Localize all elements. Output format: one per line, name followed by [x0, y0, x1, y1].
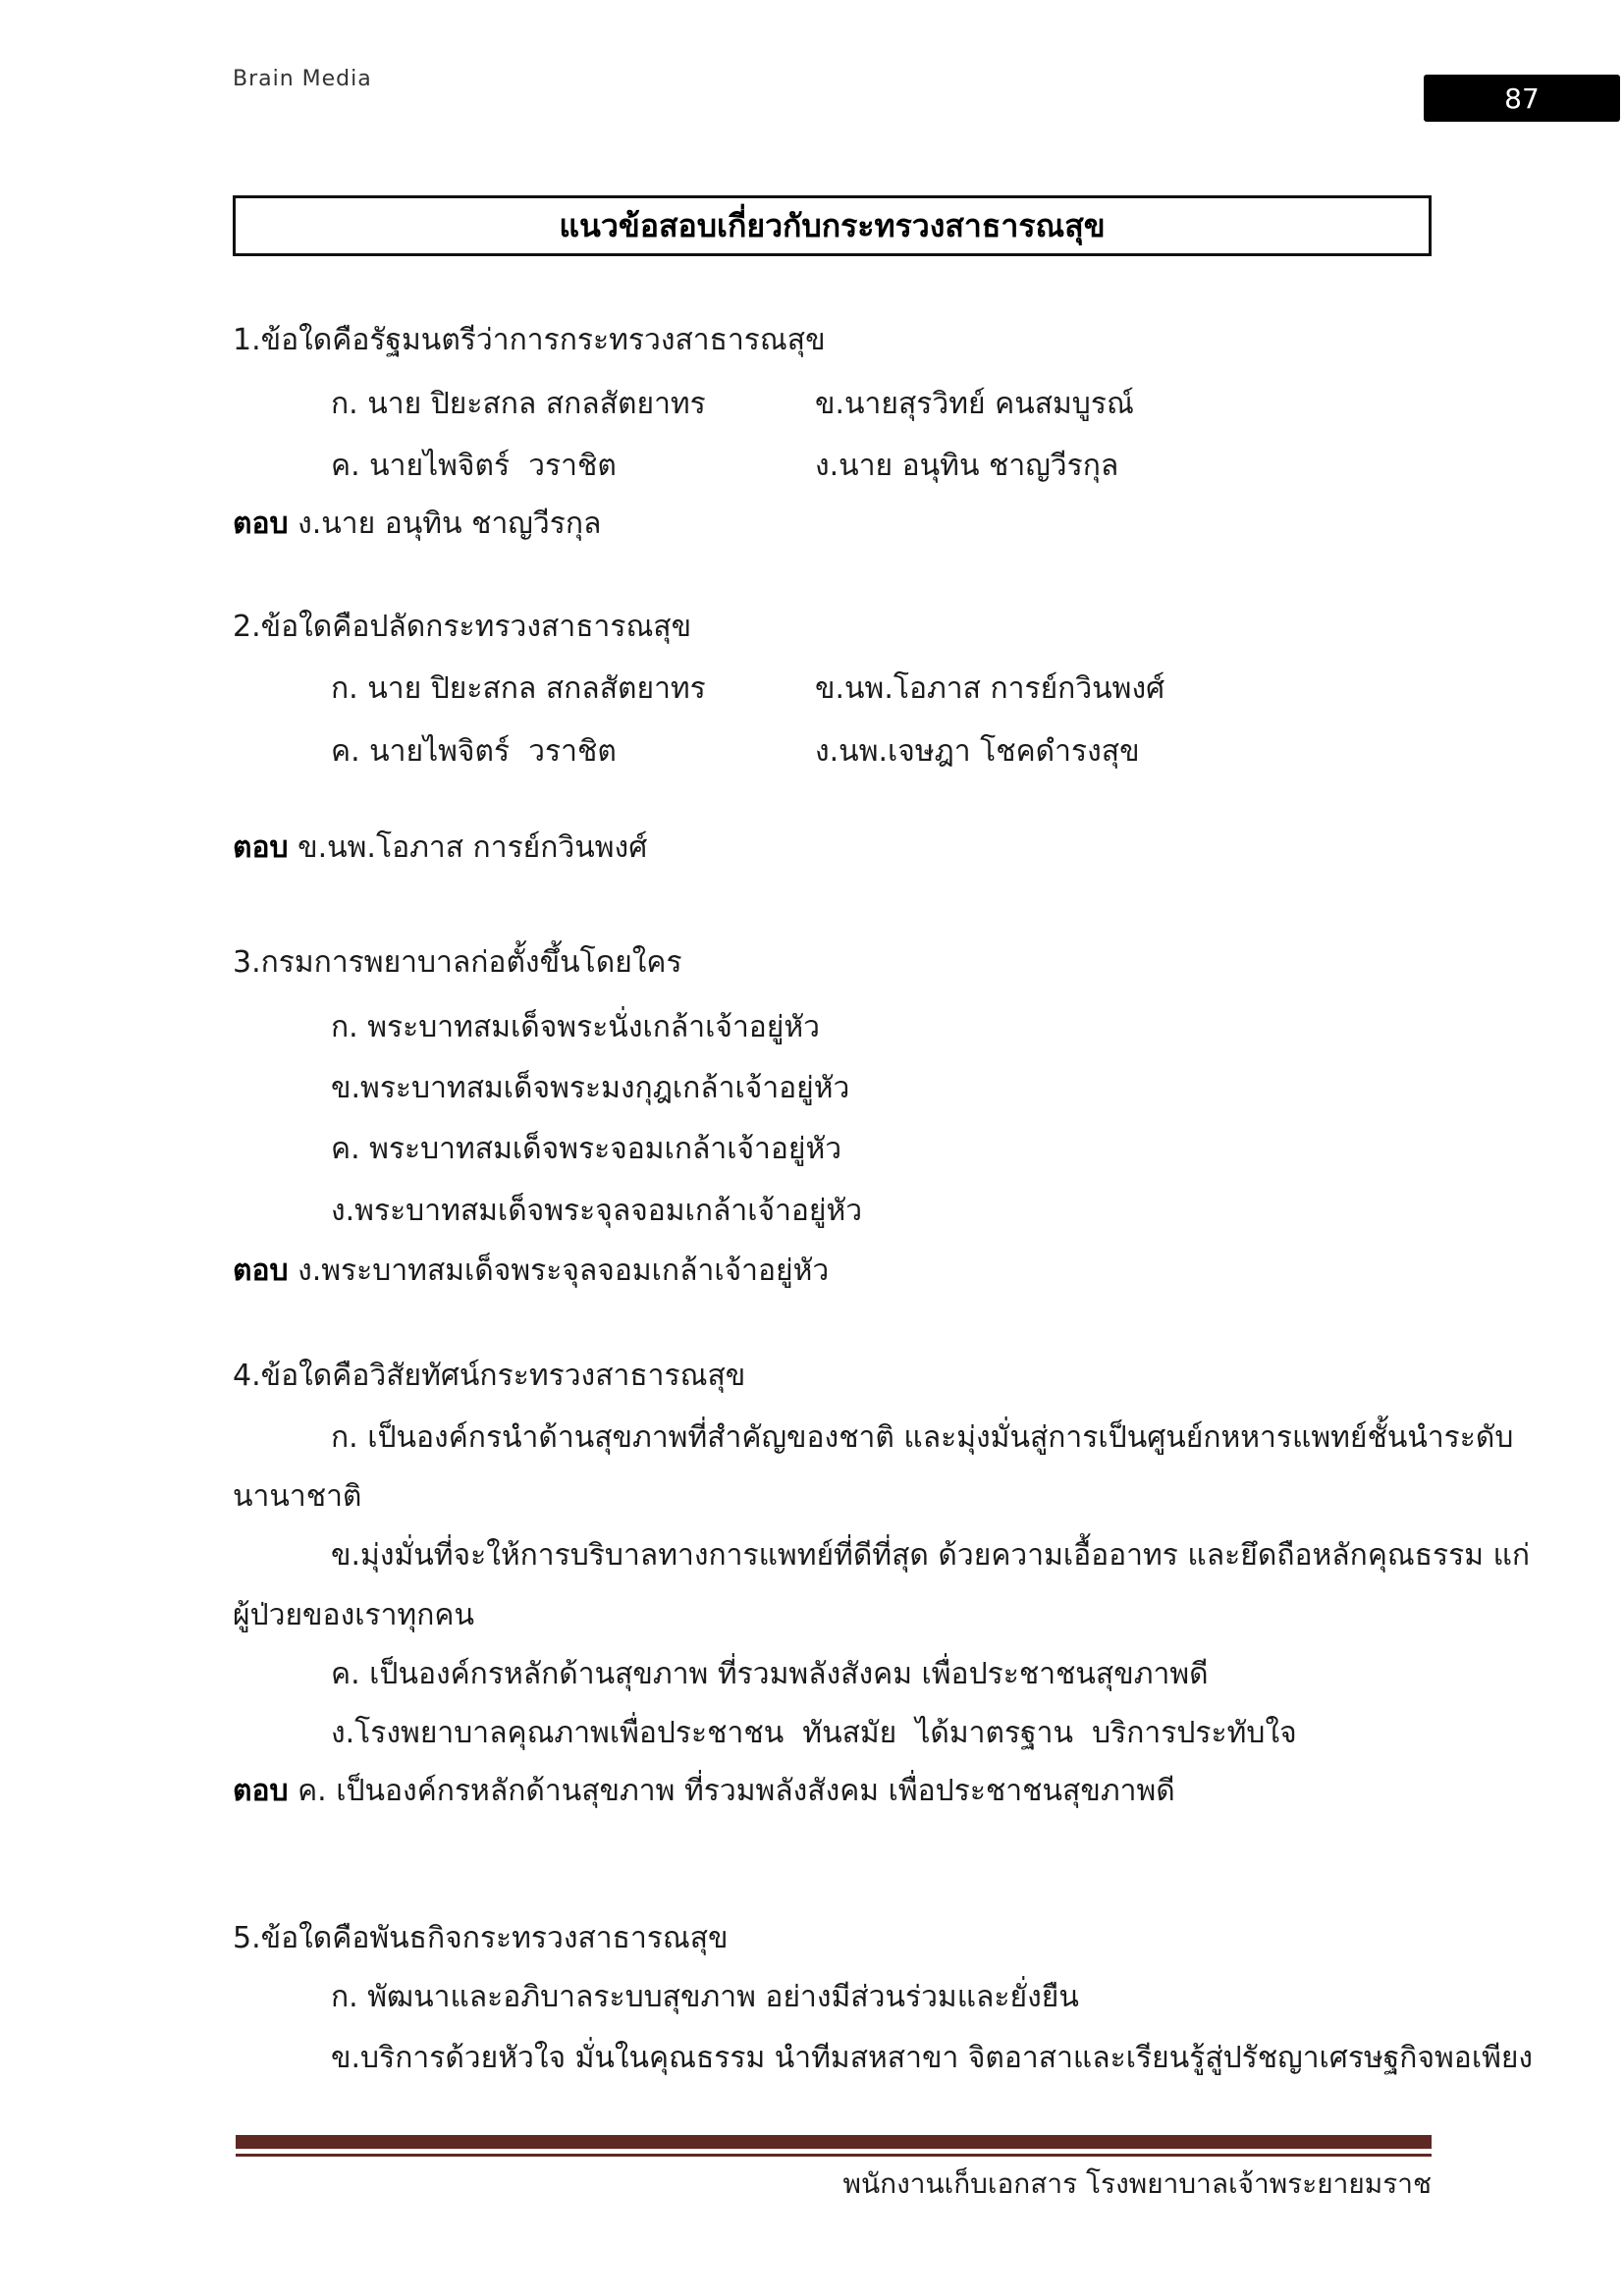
footer-rule-thin	[236, 2154, 1432, 2157]
question-2-option-b: ข.นพ.โอภาส การย์กวินพงศ์	[815, 671, 1165, 706]
answer-label: ตอบ	[233, 507, 289, 541]
question-5-text: 5.ข้อใดคือพันธกิจกระทรวงสาธารณสุข	[233, 1921, 729, 1955]
answer-label: ตอบ	[233, 1254, 289, 1288]
question-4-option-b-line2: ผู้ป่วยของเราทุกคน	[233, 1598, 474, 1632]
page-number-box	[1424, 75, 1620, 122]
question-5-option-b: ข.บริการด้วยหัวใจ มั่นในคุณธรรม นำทีมสหสาขา จิตอาสาและเรียนรู้สู่ปรัชญาเศรษฐกิจพอเพียง	[331, 2041, 1534, 2075]
question-1-answer: ง.นาย อนุทิน ชาญวีรกุล	[298, 507, 602, 541]
question-1-option-a: ก. นาย ปิยะสกล สกลสัตยาทร	[331, 387, 706, 421]
spacer	[289, 1774, 298, 1808]
question-2-option-d: ง.นพ.เจษฎา โชคดำรงสุข	[815, 734, 1140, 769]
question-1-option-d: ง.นาย อนุทิน ชาญวีรกุล	[815, 449, 1119, 483]
spacer	[289, 830, 298, 865]
answer-label: ตอบ	[233, 830, 289, 865]
spacer	[289, 1254, 298, 1288]
question-4-option-d: ง.โรงพยาบาลคุณภาพเพื่อประชาชน ทันสมัย ได้มาตรฐาน บริการประทับใจ	[331, 1716, 1297, 1750]
footer-rule-thick	[236, 2135, 1432, 2149]
question-3-option-b: ข.พระบาทสมเด็จพระมงกุฎเกล้าเจ้าอยู่หัว	[331, 1071, 850, 1105]
question-3-option-c: ค. พระบาทสมเด็จพระจอมเกล้าเจ้าอยู่หัว	[331, 1132, 842, 1166]
question-2-answer-line	[233, 829, 647, 867]
question-2-option-a: ก. นาย ปิยะสกล สกลสัตยาทร	[331, 671, 706, 706]
question-1-option-c: ค. นายไพจิตร์ วราชิต	[331, 449, 617, 483]
brand-label: Brain Media	[233, 67, 372, 91]
question-4-text: 4.ข้อใดคือวิสัยทัศน์กระทรวงสาธารณสุข	[233, 1359, 746, 1393]
title-box	[233, 195, 1432, 256]
question-3-answer: ง.พระบาทสมเด็จพระจุลจอมเกล้าเจ้าอยู่หัว	[298, 1254, 830, 1288]
question-2-answer: ข.นพ.โอภาส การย์กวินพงศ์	[298, 830, 648, 865]
question-4-answer: ค. เป็นองค์กรหลักด้านสุขภาพ ที่รวมพลังสังคม เพื่อประชาชนสุขภาพดี	[298, 1774, 1175, 1808]
question-3-option-a: ก. พระบาทสมเด็จพระนั่งเกล้าเจ้าอยู่หัว	[331, 1010, 821, 1044]
question-3-text: 3.กรมการพยาบาลก่อตั้งขึ้นโดยใคร	[233, 945, 682, 980]
question-4-option-c: ค. เป็นองค์กรหลักด้านสุขภาพ ที่รวมพลังสังคม เพื่อประชาชนสุขภาพดี	[331, 1657, 1209, 1691]
question-3-answer-line	[233, 1253, 829, 1290]
question-1-option-b: ข.นายสุรวิทย์ คนสมบูรณ์	[815, 387, 1134, 421]
question-4-option-a-line2: นานาชาติ	[233, 1479, 362, 1514]
page-title: แนวข้อสอบเกี่ยวกับกระทรวงสาธารณสุข	[559, 206, 1106, 244]
page-number: 87	[1504, 81, 1540, 115]
question-4-option-a-line1: ก. เป็นองค์กรนำด้านสุขภาพที่สำคัญของชาติ และมุ่งมั่นสู่การเป็นศูนย์กหหารแพทย์ชั้นนำระดับ	[331, 1420, 1514, 1455]
question-4-answer-line	[233, 1773, 1175, 1810]
question-2-option-c: ค. นายไพจิตร์ วราชิต	[331, 734, 617, 769]
question-5-option-a: ก. พัฒนาและอภิบาลระบบสุขภาพ อย่างมีส่วนร่วมและยั่งยืน	[331, 1980, 1079, 2014]
question-2-text: 2.ข้อใดคือปลัดกระทรวงสาธารณสุข	[233, 610, 692, 644]
question-1-text: 1.ข้อใดคือรัฐมนตรีว่าการกระทรวงสาธารณสุข	[233, 323, 826, 357]
question-3-option-d: ง.พระบาทสมเด็จพระจุลจอมเกล้าเจ้าอยู่หัว	[331, 1194, 863, 1228]
answer-label: ตอบ	[233, 1774, 289, 1808]
footer-text: พนักงานเก็บเอกสาร โรงพยาบาลเจ้าพระยายมราช	[842, 2167, 1432, 2200]
spacer	[289, 507, 298, 541]
question-1-answer-line	[233, 506, 601, 543]
question-4-option-b-line1: ข.มุ่งมั่นที่จะให้การบริบาลทางการแพทย์ที่ดีที่สุด ด้วยความเอื้ออาทร และยึดถือหลักคุณธรรม แก่	[331, 1538, 1531, 1573]
